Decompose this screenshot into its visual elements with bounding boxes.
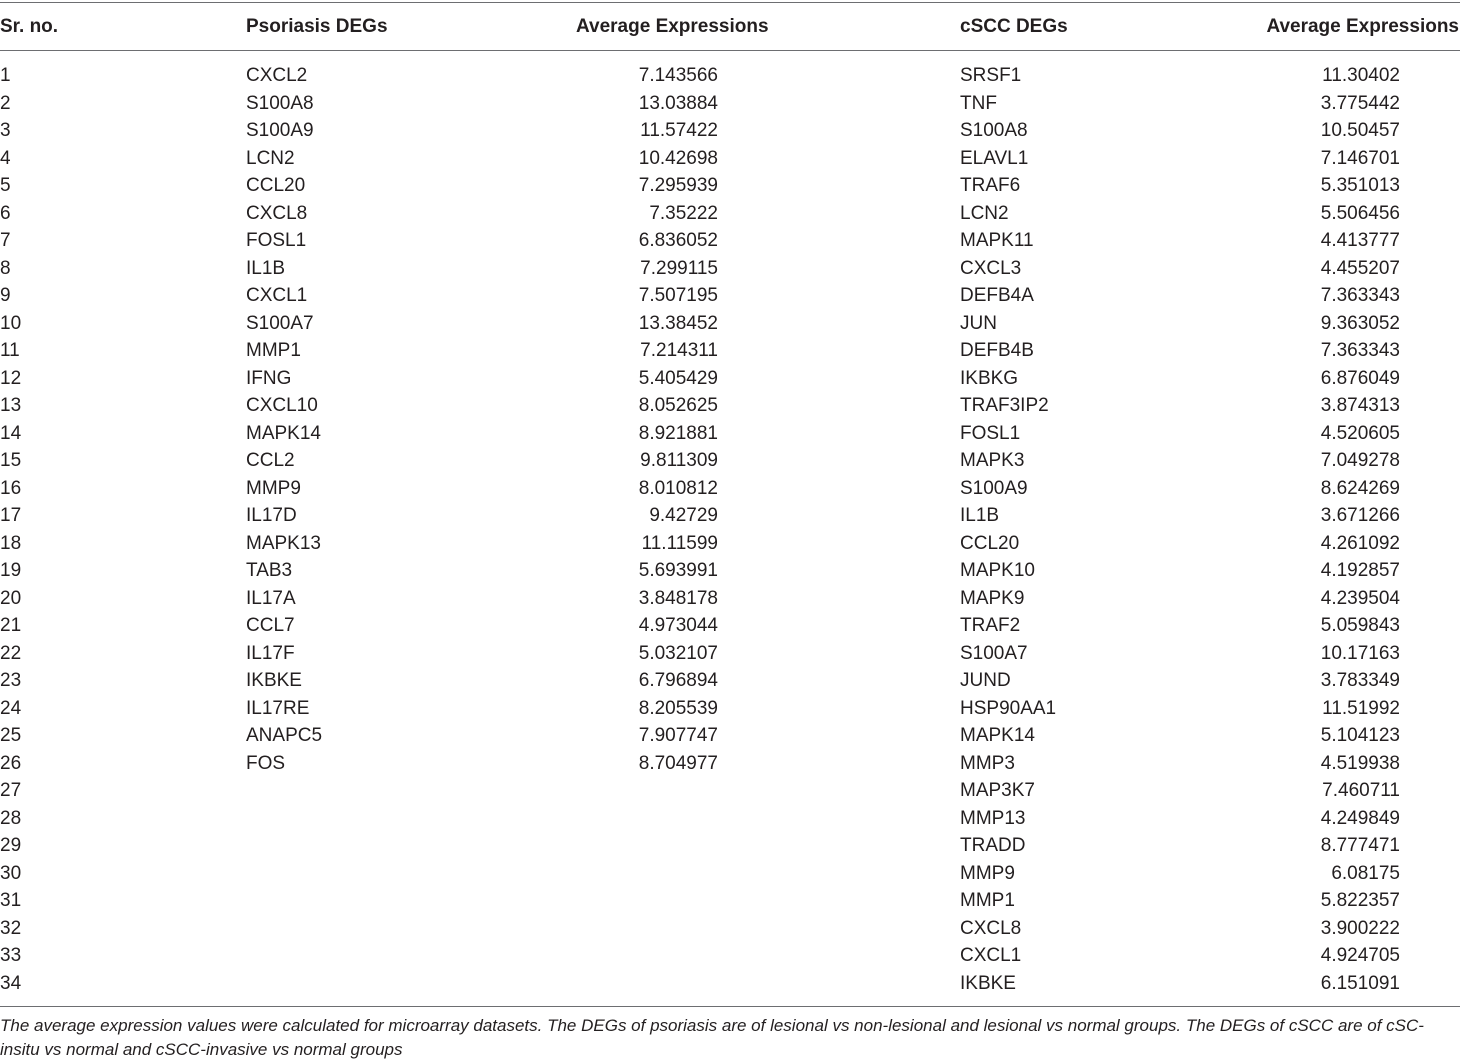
table-row xyxy=(0,90,1460,118)
cell-sr-no: 1 xyxy=(0,65,11,86)
cell-sr-no: 9 xyxy=(0,285,11,306)
cell-psoriasis-gene: CCL2 xyxy=(246,450,295,471)
table-row xyxy=(0,255,1460,283)
table-row xyxy=(0,915,1460,943)
cell-cscc-average: 4.519938 xyxy=(1320,752,1400,774)
cell-cscc-average: 10.50457 xyxy=(1320,120,1400,141)
cell-cscc-average: 4.455207 xyxy=(1320,257,1400,279)
cell-sr-no: 33 xyxy=(0,945,22,966)
cell-cscc-average: 4.413777 xyxy=(1320,230,1400,251)
cell-cscc-average: 5.059843 xyxy=(1320,615,1400,636)
cell-cscc-gene: DEFB4A xyxy=(960,285,1034,306)
table-header-row xyxy=(0,0,1460,50)
table-row xyxy=(0,695,1460,723)
cell-cscc-gene: IKBKG xyxy=(960,367,1019,389)
cell-sr-no: 7 xyxy=(0,230,11,251)
cell-cscc-average: 4.192857 xyxy=(1320,560,1400,581)
cell-sr-no: 26 xyxy=(0,752,22,774)
cell-cscc-gene: S100A8 xyxy=(960,120,1028,141)
cell-cscc-gene: MMP1 xyxy=(960,890,1015,911)
cell-cscc-average: 7.049278 xyxy=(1320,450,1400,471)
cell-psoriasis-gene: IL17D xyxy=(246,505,297,526)
cell-psoriasis-average: 7.214311 xyxy=(640,340,718,361)
cell-psoriasis-gene: MMP9 xyxy=(246,477,301,499)
cell-psoriasis-average: 7.507195 xyxy=(638,285,718,306)
cell-sr-no: 8 xyxy=(0,257,11,279)
cell-cscc-average: 5.822357 xyxy=(1320,890,1400,911)
cell-cscc-average: 11.51992 xyxy=(1322,697,1400,719)
cell-sr-no: 23 xyxy=(0,670,22,691)
cell-psoriasis-average: 4.973044 xyxy=(638,615,718,636)
cell-sr-no: 32 xyxy=(0,917,22,939)
cell-psoriasis-gene: FOS xyxy=(246,752,286,774)
cell-psoriasis-average: 7.907747 xyxy=(638,725,718,746)
cell-cscc-gene: MMP13 xyxy=(960,807,1026,829)
cell-cscc-gene: CXCL8 xyxy=(960,917,1022,939)
cell-psoriasis-gene: IKBKE xyxy=(246,670,302,691)
cell-sr-no: 3 xyxy=(0,120,11,141)
cell-sr-no: 2 xyxy=(0,92,11,114)
cell-cscc-average: 7.363343 xyxy=(1320,340,1400,361)
cell-psoriasis-gene: TAB3 xyxy=(246,560,293,581)
table-row xyxy=(0,392,1460,420)
cell-psoriasis-average: 7.295939 xyxy=(638,175,718,196)
cell-psoriasis-gene: CXCL8 xyxy=(246,202,308,224)
table-row xyxy=(0,887,1460,915)
cell-cscc-gene: TRADD xyxy=(960,835,1026,856)
cell-cscc-average: 5.351013 xyxy=(1320,175,1400,196)
cell-cscc-gene: JUND xyxy=(960,670,1011,691)
table-row xyxy=(0,942,1460,970)
cell-cscc-average: 5.104123 xyxy=(1320,725,1400,746)
cell-cscc-average: 6.151091 xyxy=(1320,972,1400,994)
cell-psoriasis-gene: MAPK13 xyxy=(246,532,321,554)
cell-cscc-gene: MMP9 xyxy=(960,862,1015,884)
cell-psoriasis-gene: IFNG xyxy=(246,367,292,389)
cell-cscc-average: 8.624269 xyxy=(1320,477,1400,499)
cell-sr-no: 14 xyxy=(0,422,22,444)
cell-sr-no: 29 xyxy=(0,835,22,856)
cell-psoriasis-average: 11.57422 xyxy=(640,120,718,141)
cell-cscc-gene: DEFB4B xyxy=(960,340,1034,361)
cell-cscc-average: 4.520605 xyxy=(1320,422,1400,444)
cell-cscc-gene: IKBKE xyxy=(960,972,1016,994)
cell-sr-no: 16 xyxy=(0,477,22,499)
cell-psoriasis-average: 5.405429 xyxy=(638,367,718,389)
cell-cscc-gene: CXCL1 xyxy=(960,945,1022,966)
cell-cscc-gene: MAPK10 xyxy=(960,560,1035,581)
cell-sr-no: 19 xyxy=(0,560,22,581)
cell-cscc-gene: IL1B xyxy=(960,505,1000,526)
cell-cscc-average: 7.363343 xyxy=(1320,285,1400,306)
cell-cscc-average: 3.671266 xyxy=(1320,505,1400,526)
cell-psoriasis-average: 10.42698 xyxy=(638,147,718,169)
cell-cscc-average: 11.30402 xyxy=(1322,65,1400,86)
cell-cscc-gene: TRAF3IP2 xyxy=(960,395,1049,416)
cell-psoriasis-gene: MMP1 xyxy=(246,340,301,361)
table-row xyxy=(0,722,1460,750)
cell-psoriasis-average: 8.010812 xyxy=(638,477,718,499)
cell-cscc-average: 9.363052 xyxy=(1320,312,1400,334)
cell-psoriasis-average: 9.42729 xyxy=(649,505,718,526)
cell-sr-no: 20 xyxy=(0,587,22,609)
cell-psoriasis-average: 13.38452 xyxy=(638,312,718,334)
cell-cscc-average: 3.783349 xyxy=(1320,670,1400,691)
cell-cscc-gene: MAPK9 xyxy=(960,587,1025,609)
cell-psoriasis-gene: CXCL1 xyxy=(246,285,308,306)
cell-psoriasis-gene: MAPK14 xyxy=(246,422,321,444)
cell-psoriasis-gene: S100A8 xyxy=(246,92,314,114)
cell-sr-no: 25 xyxy=(0,725,22,746)
cell-sr-no: 6 xyxy=(0,202,11,224)
cell-sr-no: 17 xyxy=(0,505,22,526)
cell-psoriasis-gene: FOSL1 xyxy=(246,230,307,251)
header-psoriasis-degs: Psoriasis DEGs xyxy=(246,16,388,37)
table-row xyxy=(0,420,1460,448)
cell-sr-no: 10 xyxy=(0,312,22,334)
cell-sr-no: 4 xyxy=(0,147,11,169)
header-sr-no: Sr. no. xyxy=(0,16,59,37)
cell-cscc-gene: FOSL1 xyxy=(960,422,1021,444)
table-row xyxy=(0,970,1460,998)
table-row xyxy=(0,530,1460,558)
cell-cscc-average: 5.506456 xyxy=(1320,202,1400,224)
cell-psoriasis-average: 8.921881 xyxy=(638,422,718,444)
cell-cscc-gene: JUN xyxy=(960,312,997,334)
cell-cscc-gene: HSP90AA1 xyxy=(960,697,1057,719)
table-row xyxy=(0,502,1460,530)
table-row xyxy=(0,557,1460,585)
cell-psoriasis-average: 7.35222 xyxy=(649,202,718,224)
cell-psoriasis-average: 5.693991 xyxy=(638,560,718,581)
cell-cscc-average: 3.775442 xyxy=(1320,92,1400,114)
table-body xyxy=(0,62,1460,997)
cell-cscc-gene: CXCL3 xyxy=(960,257,1022,279)
cell-psoriasis-average: 5.032107 xyxy=(638,642,718,664)
cell-cscc-average: 4.239504 xyxy=(1320,587,1400,609)
cell-cscc-average: 7.460711 xyxy=(1322,780,1400,801)
cell-cscc-gene: MMP3 xyxy=(960,752,1015,774)
cell-cscc-average: 8.777471 xyxy=(1320,835,1400,856)
cell-cscc-average: 10.17163 xyxy=(1320,642,1400,664)
cell-psoriasis-average: 7.299115 xyxy=(640,257,718,279)
cell-cscc-gene: ELAVL1 xyxy=(960,147,1029,169)
cell-cscc-average: 4.261092 xyxy=(1320,532,1400,554)
table-row xyxy=(0,777,1460,805)
table-row xyxy=(0,310,1460,338)
cell-psoriasis-gene: IL17A xyxy=(246,587,296,609)
cell-psoriasis-gene: ANAPC5 xyxy=(246,725,323,746)
cell-psoriasis-average: 7.143566 xyxy=(638,65,718,86)
cell-cscc-gene: MAPK11 xyxy=(960,230,1034,251)
cell-cscc-gene: MAPK14 xyxy=(960,725,1035,746)
cell-cscc-average: 6.08175 xyxy=(1331,862,1400,884)
cell-psoriasis-average: 11.11599 xyxy=(641,532,718,554)
cell-cscc-gene: S100A9 xyxy=(960,477,1028,499)
cell-psoriasis-average: 8.704977 xyxy=(638,752,718,774)
cell-psoriasis-average: 13.03884 xyxy=(638,92,718,114)
header-psoriasis-average-expressions: Average Expressions xyxy=(576,16,769,37)
cell-sr-no: 31 xyxy=(0,890,22,911)
table-row xyxy=(0,200,1460,228)
cell-cscc-gene: SRSF1 xyxy=(960,65,1022,86)
header-cscc-average-expressions: Average Expressions xyxy=(1266,16,1459,37)
cell-sr-no: 12 xyxy=(0,367,22,389)
cell-sr-no: 13 xyxy=(0,395,22,416)
cell-cscc-average: 6.876049 xyxy=(1320,367,1400,389)
cell-psoriasis-average: 9.811309 xyxy=(640,450,718,471)
table-row xyxy=(0,640,1460,668)
cell-cscc-average: 4.249849 xyxy=(1320,807,1400,829)
cell-cscc-gene: TRAF6 xyxy=(960,175,1021,196)
table-row xyxy=(0,365,1460,393)
cell-cscc-average: 3.900222 xyxy=(1320,917,1400,939)
table-row xyxy=(0,612,1460,640)
cell-sr-no: 21 xyxy=(0,615,22,636)
cell-psoriasis-gene: CXCL10 xyxy=(246,395,318,416)
cell-cscc-gene: MAPK3 xyxy=(960,450,1025,471)
cell-psoriasis-average: 8.052625 xyxy=(638,395,718,416)
table-row xyxy=(0,337,1460,365)
table-row xyxy=(0,750,1460,778)
cell-sr-no: 30 xyxy=(0,862,22,884)
cell-cscc-gene: LCN2 xyxy=(960,202,1009,224)
table-row xyxy=(0,145,1460,173)
cell-cscc-gene: CCL20 xyxy=(960,532,1020,554)
cell-psoriasis-gene: CCL7 xyxy=(246,615,295,636)
cell-cscc-average: 7.146701 xyxy=(1320,147,1400,169)
cell-sr-no: 5 xyxy=(0,175,11,196)
table-row xyxy=(0,447,1460,475)
table-row xyxy=(0,117,1460,145)
cell-sr-no: 24 xyxy=(0,697,22,719)
table-row xyxy=(0,475,1460,503)
header-cscc-degs: cSCC DEGs xyxy=(960,16,1068,37)
cell-cscc-gene: TRAF2 xyxy=(960,615,1021,636)
table-row xyxy=(0,62,1460,90)
table-row xyxy=(0,227,1460,255)
cell-psoriasis-gene: S100A7 xyxy=(246,312,314,334)
cell-cscc-gene: MAP3K7 xyxy=(960,780,1035,801)
table-footnote: The average expression values were calculated for microarray datasets. The DEGs of psoriasis are of lesional vs non-lesional and lesional vs normal groups. The DEGs of cSCC are of cSC-insitu vs normal and cSCC-invasive vs normal groups xyxy=(0,1016,1424,1059)
cell-sr-no: 11 xyxy=(0,340,20,361)
table-row xyxy=(0,832,1460,860)
cell-sr-no: 27 xyxy=(0,780,22,801)
cell-cscc-gene: TNF xyxy=(960,92,997,114)
cell-psoriasis-gene: CCL20 xyxy=(246,175,306,196)
cell-sr-no: 22 xyxy=(0,642,22,664)
cell-sr-no: 34 xyxy=(0,972,22,994)
table-row xyxy=(0,667,1460,695)
cell-psoriasis-average: 6.836052 xyxy=(638,230,718,251)
table-row xyxy=(0,172,1460,200)
cell-sr-no: 18 xyxy=(0,532,22,554)
cell-psoriasis-gene: S100A9 xyxy=(246,120,314,141)
table-bottom-rule xyxy=(0,1006,1460,1007)
cell-psoriasis-average: 6.796894 xyxy=(638,670,718,691)
cell-psoriasis-gene: IL17F xyxy=(246,642,295,664)
cell-cscc-gene: S100A7 xyxy=(960,642,1028,664)
cell-psoriasis-gene: CXCL2 xyxy=(246,65,308,86)
cell-cscc-average: 4.924705 xyxy=(1320,945,1400,966)
table-row xyxy=(0,585,1460,613)
cell-sr-no: 15 xyxy=(0,450,22,471)
cell-psoriasis-gene: IL1B xyxy=(246,257,286,279)
cell-psoriasis-average: 3.848178 xyxy=(638,587,718,609)
table-header-rule xyxy=(0,50,1460,51)
table-row xyxy=(0,282,1460,310)
table-row xyxy=(0,805,1460,833)
cell-sr-no: 28 xyxy=(0,807,22,829)
table-row xyxy=(0,860,1460,888)
cell-cscc-average: 3.874313 xyxy=(1320,395,1400,416)
cell-psoriasis-average: 8.205539 xyxy=(638,697,718,719)
cell-psoriasis-gene: LCN2 xyxy=(246,147,295,169)
cell-psoriasis-gene: IL17RE xyxy=(246,697,310,719)
